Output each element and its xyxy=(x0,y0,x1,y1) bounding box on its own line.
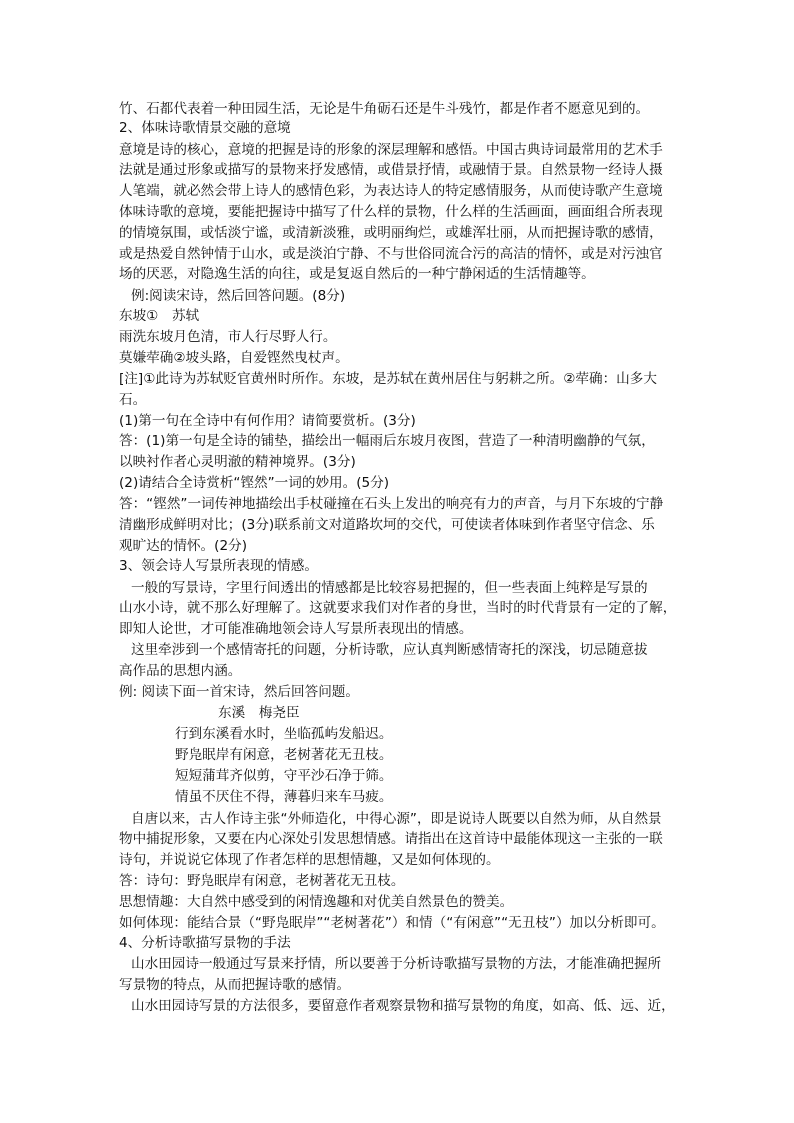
section-heading: 4、分析诗歌描写景物的手法 xyxy=(119,935,291,951)
text-line: 山水田园诗一般通过写景来抒情，所以要善于分析诗歌描写景物的方法，才能准确把握所 xyxy=(131,956,662,972)
answer-line: 答：诗句：野凫眠岸有闲意，老树著花无丑枝。 xyxy=(119,873,405,889)
text-line: 竹、石都代表着一种田园生活，无论是牛角砺石还是牛斗残竹，都是作者不愿意见到的。 xyxy=(119,101,650,117)
answer-line: 以映衬作者心灵明澈的精神境界。(3分) xyxy=(119,454,356,470)
text-line: 人笔端，就必然会带上诗人的感情色彩，为表达诗人的特定感情服务，从而使诗歌产生意境 xyxy=(119,183,663,199)
answer-line: 清幽形成鲜明对比；(3分)联系前文对道路坎坷的交代，可使读者体味到作者坚守信念、乐 xyxy=(119,517,655,533)
poem-line: 行到东溪看水时，坐临孤屿发船迟。 xyxy=(175,726,393,742)
text-line: 一般的写景诗，字里行间透出的情感都是比较容易把握的，但一些表面上纯粹是写景的 xyxy=(131,580,648,596)
note-line: [注]①此诗为苏轼贬官黄州时所作。东坡，是苏轼在黄州居住与躬耕之所。②荦确：山多大 xyxy=(119,371,657,387)
question-line: 诗句，并说说它体现了作者怎样的思想情趣，又是如何体现的。 xyxy=(119,852,500,868)
poem-title: 东溪 梅尧臣 xyxy=(218,705,300,721)
text-line: 或是热爱自然钟情于山水，或是淡泊宁静、不与世俗同流合污的高洁的情怀，或是对污浊官 xyxy=(119,246,663,262)
answer-line: 答：“铿然”一词传神地描绘出手杖碰撞在石头上发出的响亮有力的声音，与月下东坡的宁静 xyxy=(119,496,664,512)
note-line: 石。 xyxy=(119,392,147,408)
text-line: 法就是通过形象或描写的景物来抒发感情，或借景抒情，或融情于景。自然景物一经诗人摄 xyxy=(119,162,663,178)
text-line: 即知人论世，才可能准确地领会诗人写景所表现出的情感。 xyxy=(119,621,473,637)
text-line: 场的厌恶，对隐逸生活的向往，或是复返自然后的一种宁静闲适的生活情趣等。 xyxy=(119,266,595,282)
text-line: 体味诗歌的意境，要能把握诗中描写了什么样的景物，什么样的生活画面，画面组合所表现 xyxy=(119,204,663,220)
poem-line: 情虽不厌住不得，薄暮归来车马疲。 xyxy=(175,789,393,805)
text-line: 山水小诗，就不那么好理解了。这就要求我们对作者的身世，当时的时代背景有一定的了解， xyxy=(119,600,677,616)
text-line: 的情境氛围，或恬淡宁谧，或清新淡雅，或明丽绚烂，或雄浑壮丽，从而把握诗歌的感情， xyxy=(119,225,663,241)
poem-line: 野凫眠岸有闲意，老树著花无丑枝。 xyxy=(175,747,393,763)
text-line: 意境是诗的核心，意境的把握是诗的形象的深层理解和感悟。中国古典诗词最常用的艺术手 xyxy=(119,142,663,158)
section-heading: 2、体味诗歌情景交融的意境 xyxy=(119,120,291,136)
text-line: 高作品的思想内涵。 xyxy=(119,663,242,679)
section-heading: 3、领会诗人写景所表现的情感。 xyxy=(119,558,318,574)
text-line: 山水田园诗写景的方法很多，要留意作者观察景物和描写景物的角度，如高、低、远、近， xyxy=(131,998,675,1014)
example-prompt: 例:阅读宋诗，然后回答问题。(8分) xyxy=(131,288,346,304)
poem-title: 东坡① 苏轼 xyxy=(119,308,200,324)
poem-line: 雨洗东坡月色清，市人行尽野人行。 xyxy=(119,329,337,345)
answer-line: 答：(1)第一句是全诗的铺垫，描绘出一幅雨后东坡月夜图，营造了一种清明幽静的气氛， xyxy=(119,433,655,449)
answer-line: 观旷达的情怀。(2分) xyxy=(119,538,248,554)
text-line: 写景物的特点，从而把握诗歌的感情。 xyxy=(119,977,351,993)
poem-line: 短短蒲茸齐似剪，守平沙石净于筛。 xyxy=(175,768,393,784)
example-prompt: 例: 阅读下面一首宋诗，然后回答问题。 xyxy=(119,684,359,700)
question-line: (1)第一句在全诗中有何作用？请简要赏析。(3分) xyxy=(119,413,416,429)
poem-line: 莫嫌荦确②坡头路，自爱铿然曳杖声。 xyxy=(119,350,349,366)
question-line: (2)请结合全诗赏析“铿然”一词的妙用。(5分) xyxy=(119,475,390,491)
text-line: 这里牵涉到一个感情寄托的问题，分析诗歌，应认真判断感情寄托的深浅，切忌随意拔 xyxy=(131,642,648,658)
answer-line: 思想情趣：大自然中感受到的闲情逸趣和对优美自然景色的赞美。 xyxy=(119,894,514,910)
question-line: 自唐以来，古人作诗主张“外师造化，中得心源”，即是说诗人既要以自然为师，从自然景 xyxy=(131,811,662,827)
question-line: 物中捕捉形象，又要在内心深处引发思想情感。请指出在这首诗中最能体现这一主张的一联 xyxy=(119,831,663,847)
answer-line: 如何体现：能结合景（“野凫眠岸”“老树著花”）和情（“有闲意”“无丑枝”）加以分析即可。 xyxy=(119,915,665,931)
